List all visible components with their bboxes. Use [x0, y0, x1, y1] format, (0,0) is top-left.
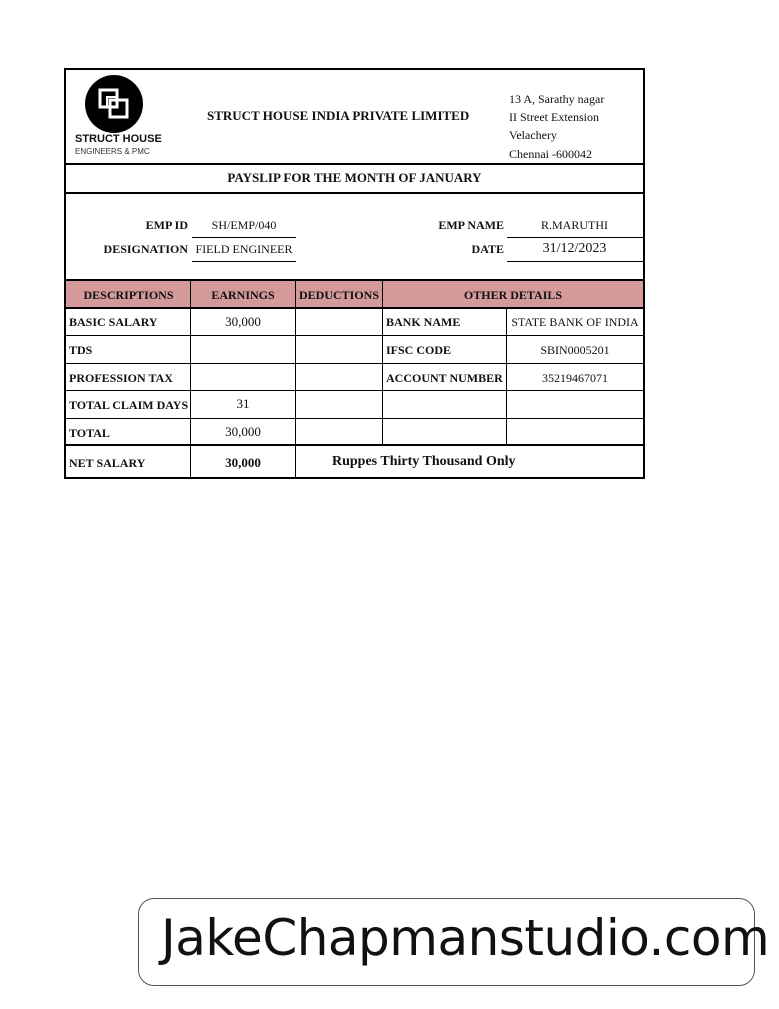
net-salary-words: Ruppes Thirty Thousand Only	[332, 454, 516, 469]
logo-brand-subtext: ENGINEERS & PMC	[75, 147, 150, 156]
row-line	[66, 418, 643, 419]
watermark-banner	[138, 898, 770, 986]
date-label: DATE	[471, 242, 504, 256]
emp-name-label: EMP NAME	[438, 218, 504, 232]
header-other-details: OTHER DETAILS	[463, 288, 563, 302]
divider	[66, 307, 643, 309]
row-total-claim-days-value: 31	[236, 396, 250, 411]
emp-name-value: R.MARUTHI	[540, 218, 608, 232]
row-line	[66, 444, 643, 446]
logo-brand-text: STRUCT HOUSE	[75, 133, 162, 145]
underline	[507, 237, 643, 238]
divider	[66, 163, 643, 165]
emp-id-label: EMP ID	[145, 218, 188, 232]
date-value: 31/12/2023	[542, 241, 607, 256]
company-name: STRUCT HOUSE INDIA PRIVATE LIMITED	[207, 108, 470, 123]
column-line	[190, 279, 191, 477]
row-tds-label: TDS	[69, 343, 93, 357]
divider	[66, 192, 643, 194]
row-profession-tax-label: PROFESSION TAX	[69, 371, 173, 385]
header-descriptions: DESCRIPTIONS	[83, 288, 174, 302]
header-deductions: DEDUCTIONS	[298, 288, 379, 302]
row-basic-salary-earnings: 30,000	[225, 314, 261, 329]
account-number-label: ACCOUNT NUMBER	[386, 371, 503, 385]
net-salary-label: NET SALARY	[69, 456, 146, 470]
row-line	[66, 363, 643, 364]
address-line-3: Velachery	[509, 128, 557, 142]
row-line	[66, 390, 643, 391]
row-line	[66, 335, 643, 336]
underline	[507, 261, 643, 262]
ifsc-code-label: IFSC CODE	[386, 343, 452, 357]
payslip-title: PAYSLIP FOR THE MONTH OF JANUARY	[227, 170, 482, 185]
row-total-earnings: 30,000	[225, 424, 261, 439]
header-earnings: EARNINGS	[211, 288, 275, 302]
account-number-value: 35219467071	[542, 371, 608, 385]
row-total-claim-days-label: TOTAL CLAIM DAYS	[69, 398, 189, 412]
underline	[192, 237, 296, 238]
column-line	[382, 279, 383, 446]
company-logo-icon	[85, 75, 143, 133]
designation-value: FIELD ENGINEER	[195, 242, 293, 256]
row-total-label: TOTAL	[69, 426, 110, 440]
watermark-text: JakeChapmanstudio.com	[161, 909, 770, 967]
emp-id-value: SH/EMP/040	[211, 218, 277, 232]
address-line-2: II Street Extension	[509, 110, 599, 124]
address-line-1: 13 A, Sarathy nagar	[509, 92, 605, 106]
address-line-4: Chennai -600042	[509, 147, 592, 161]
row-basic-salary-label: BASIC SALARY	[69, 315, 158, 329]
designation-label: DESIGNATION	[103, 242, 188, 256]
underline	[192, 261, 296, 262]
bank-name-value: STATE BANK OF INDIA	[511, 315, 639, 329]
column-line	[295, 279, 296, 477]
net-salary-value: 30,000	[225, 455, 261, 470]
payslip	[64, 68, 645, 479]
bank-name-label: BANK NAME	[386, 315, 461, 329]
ifsc-code-value: SBIN0005201	[540, 343, 610, 357]
